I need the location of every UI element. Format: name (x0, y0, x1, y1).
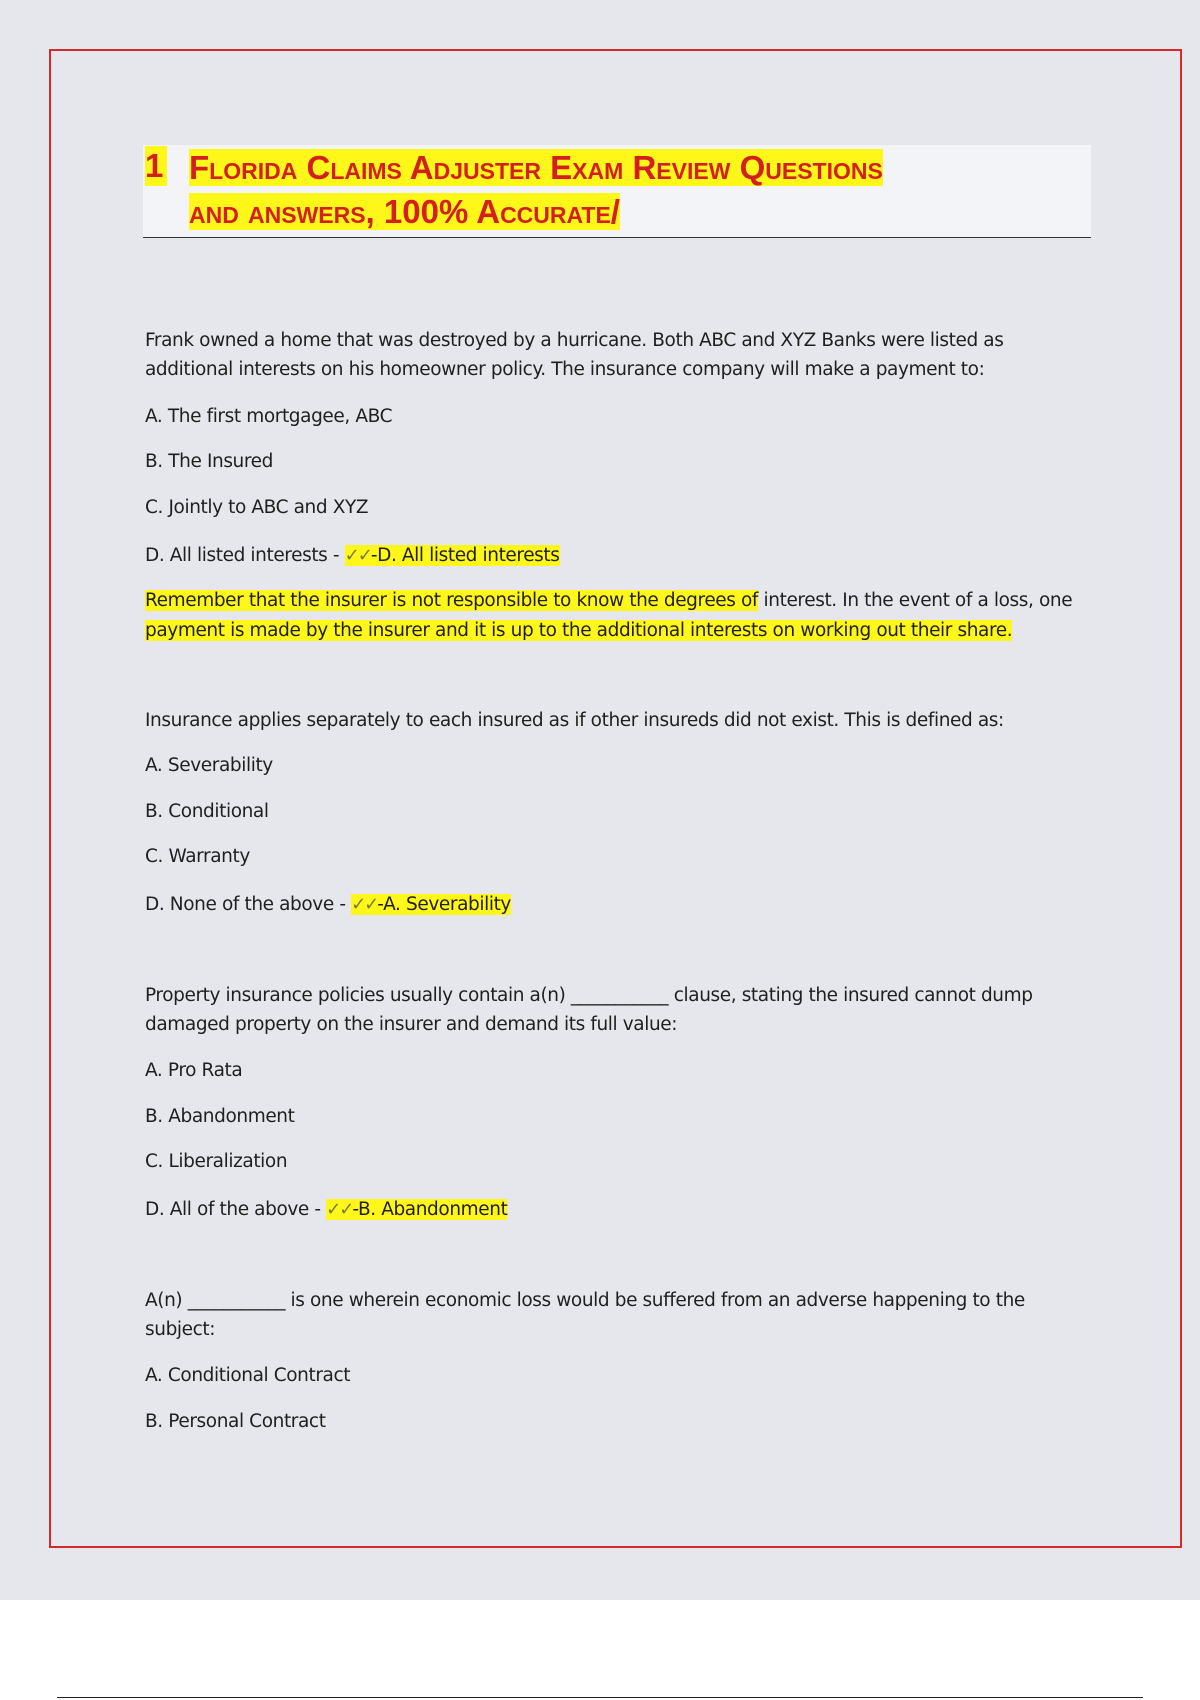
question-1-option-d-text: D. All listed interests - (145, 545, 345, 566)
question-1-option-d (145, 545, 560, 566)
question-2-answer (351, 894, 511, 915)
question-1-option-a: A. The first mortgagee, ABC (145, 406, 393, 427)
title-line-2: and answers, 100% Accurate/ (189, 193, 620, 230)
question-1-option-c: C. Jointly to ABC and XYZ (145, 497, 369, 518)
heading-number: 1 (145, 146, 167, 186)
question-4-stem-line-1: A(n) ___________ is one wherein economic loss would be suffered from an adverse happening to the (145, 1290, 1025, 1311)
footer-rule (57, 1697, 1143, 1698)
question-2-option-c: C. Warranty (145, 846, 250, 867)
explanation-highlighted: Remember that the insurer is not responsible to know the degrees of (145, 590, 759, 611)
question-3-option-d-text: D. All of the above - (145, 1199, 327, 1220)
question-4-option-b: B. Personal Contract (145, 1411, 326, 1432)
question-3-answer-text: -B. Abandonment (352, 1199, 508, 1220)
question-3-option-b: B. Abandonment (145, 1106, 295, 1127)
question-2-option-b: B. Conditional (145, 801, 269, 822)
question-3-stem-line-1: Property insurance policies usually contain a(n) ___________ clause, stating the insured cannot dump (145, 985, 1033, 1006)
document-title (189, 146, 1069, 234)
question-2-answer-text: -A. Severability (377, 894, 511, 915)
question-3-option-c: C. Liberalization (145, 1151, 288, 1172)
explanation-line-2-text: payment is made by the insurer and it is up to the additional interests on working out their share. (145, 620, 1013, 641)
check-icon: ✓✓ (344, 545, 371, 566)
question-1-explanation-line-2 (145, 620, 1012, 641)
question-1-stem-line-1: Frank owned a home that was destroyed by a hurricane. Both ABC and XYZ Banks were listed as (145, 330, 1004, 351)
explanation-rest: interest. In the event of a loss, one (758, 590, 1073, 611)
question-2-option-d (145, 894, 511, 915)
question-3-answer (326, 1199, 507, 1220)
question-3-option-d (145, 1199, 507, 1220)
question-2-option-d-text: D. None of the above - (145, 894, 352, 915)
question-4-stem-line-2: subject: (145, 1319, 216, 1340)
question-2-stem-line-1: Insurance applies separately to each insured as if other insureds did not exist. This is defined as: (145, 710, 1004, 731)
question-1-option-b: B. The Insured (145, 451, 274, 472)
question-1-stem-line-2: additional interests on his homeowner policy. The insurance company will make a payment to: (145, 359, 985, 380)
question-2-option-a: A. Severability (145, 755, 273, 776)
question-1-answer (345, 545, 560, 566)
question-4-option-a: A. Conditional Contract (145, 1365, 351, 1386)
question-1-answer-text: -D. All listed interests (370, 545, 560, 566)
question-1-explanation-line-1 (145, 590, 1072, 611)
title-line-1: Florida Claims Adjuster Exam Review Questions (189, 149, 883, 186)
check-icon: ✓✓ (351, 894, 378, 915)
question-3-stem-line-2: damaged property on the insurer and demand its full value: (145, 1014, 678, 1035)
page-border (49, 49, 1182, 1548)
question-3-option-a: A. Pro Rata (145, 1060, 243, 1081)
check-icon: ✓✓ (326, 1199, 353, 1220)
